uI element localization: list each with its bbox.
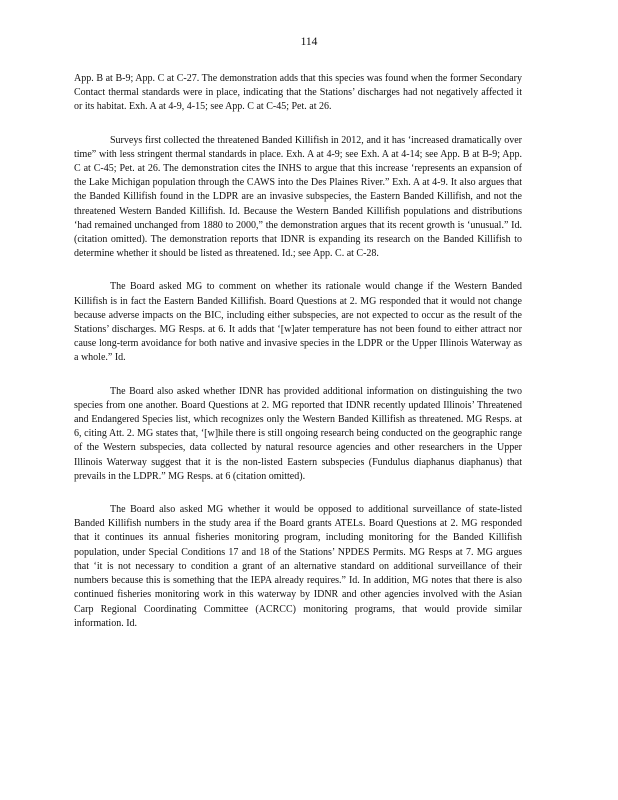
paragraph-4: The Board also asked whether IDNR has provided additional information on distinguishing the two species from one another. Board Questions at 2. MG reported that IDNR recently updated Illinois’ Threatened and Endangered Species list, which recognizes only the Western Banded Killifish as threatened. MG Resps. at 6, citing Att. 2. MG states that, ‘[w]hile there is still ongoing research being conducted on the geographic range of the Western subspecies, data collected by natural resource agencies and other researchers in the Upper Illinois Waterway suggest that it is the non-listed Eastern subspecies (Fundulus diaphanus diaphanus) that prevails in the LDPR.” MG Resps. at 6 (citation omitted). xyxy=(74,385,522,482)
page-number: 114 xyxy=(300,36,318,48)
paragraph-2: Surveys first collected the threatened Banded Killifish in 2012, and it has ‘increased dramatically over time” with less stringent thermal standards in place. Exh. A at 4-9; see Exh. A at 4-14; see App. B at B-9; App. C at C-45; Pet. at 26. The demonstration cites the INHS to argue that this increase ‘represents an expansion of the Lake Michigan population through the CAWS into the Des Plaines River.” Exh. A at 4-9. It also argues that the Banded Killifish found in the LDPR are an invasive subspecies, the Eastern Banded Killifish, and not the threatened Western Banded Killifish. Id. Because the Western Banded Killifish populations and distributions ‘had remained unchanged from 1880 to 2000,” the demonstration argues that its recent growth is ‘unusual.” Id. (citation omitted). The demonstration reports that IDNR is expanding its research on the Banded Killifish to determine whether it should be listed as threatened. Id.; see App. C. at C-28. xyxy=(74,134,522,260)
paragraph-1: App. B at B-9; App. C at C-27. The demonstration adds that this species was found when the former Secondary Contact thermal standards were in place, indicating that the Stations’ discharges had not negatively affected it or its habitat. Exh. A at 4-9, 4-15; see App. C at C-45; Pet. at 26. xyxy=(74,73,522,113)
paragraph-5: The Board also asked MG whether it would be opposed to additional surveillance of state-listed Banded Killifish numbers in the study area if the Board grants ATELs. Board Questions at 2. MG responded that it continues its annual fisheries monitoring program, including monitoring for the Banded Killifish population, under Special Conditions 17 and 18 of the Stations’ NPDES Permits. MG Resps at 7. MG argues that ‘it is not necessary to condition a grant of an alternative standard on additional surveillance of their numbers because this is something that the IEPA already requires.” Id. In addition, MG notes that there is also continued fisheries monitoring work in this waterway by IDNR and other agencies involved with the Asian Carp Regional Coordinating Committee (ACRCC) monitoring programs, that would provide similar information. Id. xyxy=(74,504,522,629)
paragraph-3: The Board asked MG to comment on whether its rationale would change if the Western Banded Killifish is in fact the Eastern Banded Killifish. Board Questions at 2. MG responded that it would not change because adverse impacts on the BIC, including either subspecies, are not expected to occur as the result of the Stations’ discharges. MG Resps. at 6. It adds that ‘[w]ater temperature has not been found to either attract nor cause long-term avoidance for both native and invasive species in the LDPR or the Upper Illinois Waterway as a whole.” Id. xyxy=(74,281,522,364)
document-body xyxy=(74,72,522,650)
